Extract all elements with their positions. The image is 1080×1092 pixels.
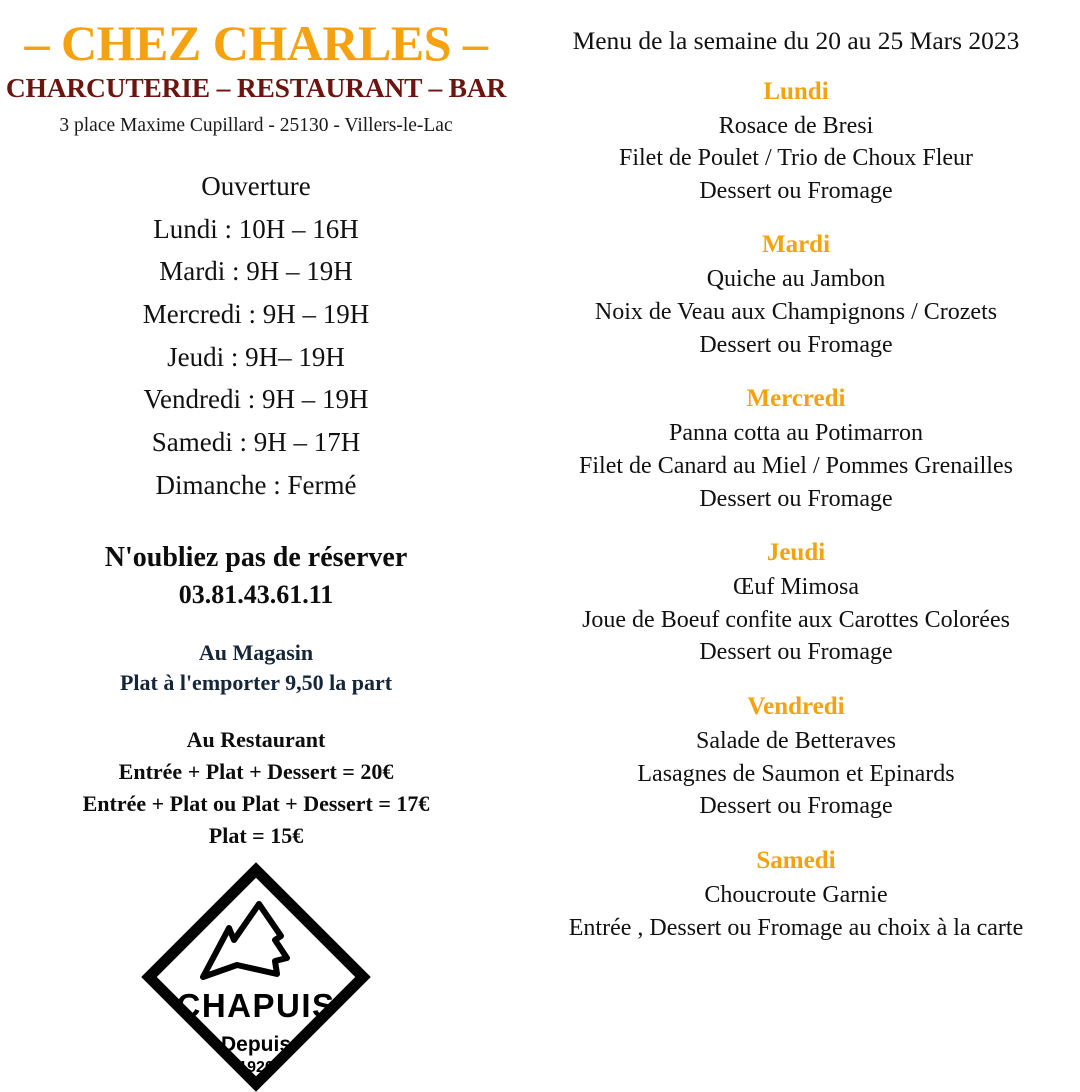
- day-heading: Jeudi: [766, 539, 826, 567]
- price-main-only: Plat = 15€: [208, 823, 304, 849]
- menu-day-lundi: [512, 76, 1080, 208]
- dish-choice: Entrée , Dessert ou Fromage au choix à la carte: [568, 914, 1024, 941]
- day-heading: Mardi: [761, 231, 831, 259]
- opening-hours-section: [0, 165, 512, 506]
- price-full-menu: Entrée + Plat + Dessert = 20€: [118, 759, 394, 785]
- hours-row-friday: Vendredi : 9H – 19H: [143, 384, 369, 415]
- dish-main: Noix de Veau aux Champignons / Crozets: [594, 299, 998, 325]
- dish-dessert: Dessert ou Fromage: [699, 485, 893, 512]
- price-two-courses: Entrée + Plat ou Plat + Dessert = 17€: [82, 791, 430, 817]
- opening-hours-heading: Ouverture: [201, 171, 311, 201]
- menu-day-mercredi: [512, 383, 1080, 515]
- dish-main: Lasagnes de Saumon et Epinards: [637, 760, 955, 787]
- hours-row-tuesday: Mardi : 9H – 19H: [159, 256, 353, 287]
- business-type-subtitle: CHARCUTERIE – RESTAURANT – BAR: [5, 72, 507, 103]
- menu-day-vendredi: [512, 691, 1080, 823]
- reservation-heading: N'oubliez pas de réserver: [104, 542, 408, 574]
- dish-main: Filet de Canard au Miel / Pommes Grenailles: [579, 452, 1013, 479]
- shop-offer-section: [0, 638, 512, 699]
- day-heading: Lundi: [763, 77, 829, 105]
- dish-dessert: Dessert ou Fromage: [699, 177, 893, 204]
- day-heading: Mercredi: [746, 385, 846, 413]
- weekly-menu-column: [512, 0, 1080, 1080]
- shop-heading: Au Magasin: [198, 639, 314, 665]
- hours-row-thursday: Jeudi : 9H– 19H: [167, 341, 345, 372]
- dish-dessert: Dessert ou Fromage: [699, 639, 893, 666]
- menu-day-mardi: [512, 229, 1080, 361]
- info-column: [0, 0, 512, 1080]
- dish-starter: Rosace de Bresi: [718, 112, 874, 139]
- page-title: – CHEZ CHARLES –: [24, 15, 488, 71]
- reservation-section: [0, 540, 512, 611]
- dish-starter: Quiche au Jambon: [706, 266, 886, 293]
- logo-since-year: 1920: [238, 1059, 274, 1077]
- logo-container: [0, 862, 512, 1092]
- hours-row-sunday: Dimanche : Fermé: [155, 469, 357, 500]
- day-heading: Samedi: [756, 846, 836, 874]
- menu-day-samedi: [512, 845, 1080, 944]
- logo-brand-name: CHAPUIS: [176, 987, 336, 1025]
- day-heading: Vendredi: [747, 693, 845, 720]
- restaurant-offer-section: [0, 724, 512, 852]
- shop-takeaway-price: Plat à l'emporter 9,50 la part: [119, 670, 393, 696]
- dish-main: Choucroute Garnie: [704, 881, 888, 908]
- menu-day-jeudi: [512, 537, 1080, 669]
- restaurant-heading: Au Restaurant: [186, 727, 326, 753]
- menu-week-heading: Menu de la semaine du 20 au 25 Mars 2023: [572, 26, 1020, 55]
- dish-starter: Œuf Mimosa: [733, 574, 859, 601]
- dish-main: Joue de Boeuf confite aux Carottes Colorées: [582, 606, 1010, 633]
- chapuis-logo: [141, 862, 371, 1092]
- hours-row-monday: Lundi : 10H – 16H: [153, 213, 359, 244]
- hours-row-wednesday: Mercredi : 9H – 19H: [142, 298, 370, 329]
- dish-dessert: Dessert ou Fromage: [699, 331, 893, 358]
- address-line: 3 place Maxime Cupillard - 25130 - Villers-le-Lac: [59, 114, 453, 136]
- dish-main: Filet de Poulet / Trio de Choux Fleur: [618, 145, 974, 172]
- dish-starter: Panna cotta au Potimarron: [669, 420, 923, 447]
- dish-starter: Salade de Betteraves: [696, 728, 896, 754]
- hours-row-saturday: Samedi : 9H – 17H: [151, 426, 361, 457]
- dish-dessert: Dessert ou Fromage: [699, 793, 893, 820]
- logo-since-label: Depuis: [220, 1033, 292, 1057]
- phone-number[interactable]: 03.81.43.61.11: [178, 579, 334, 609]
